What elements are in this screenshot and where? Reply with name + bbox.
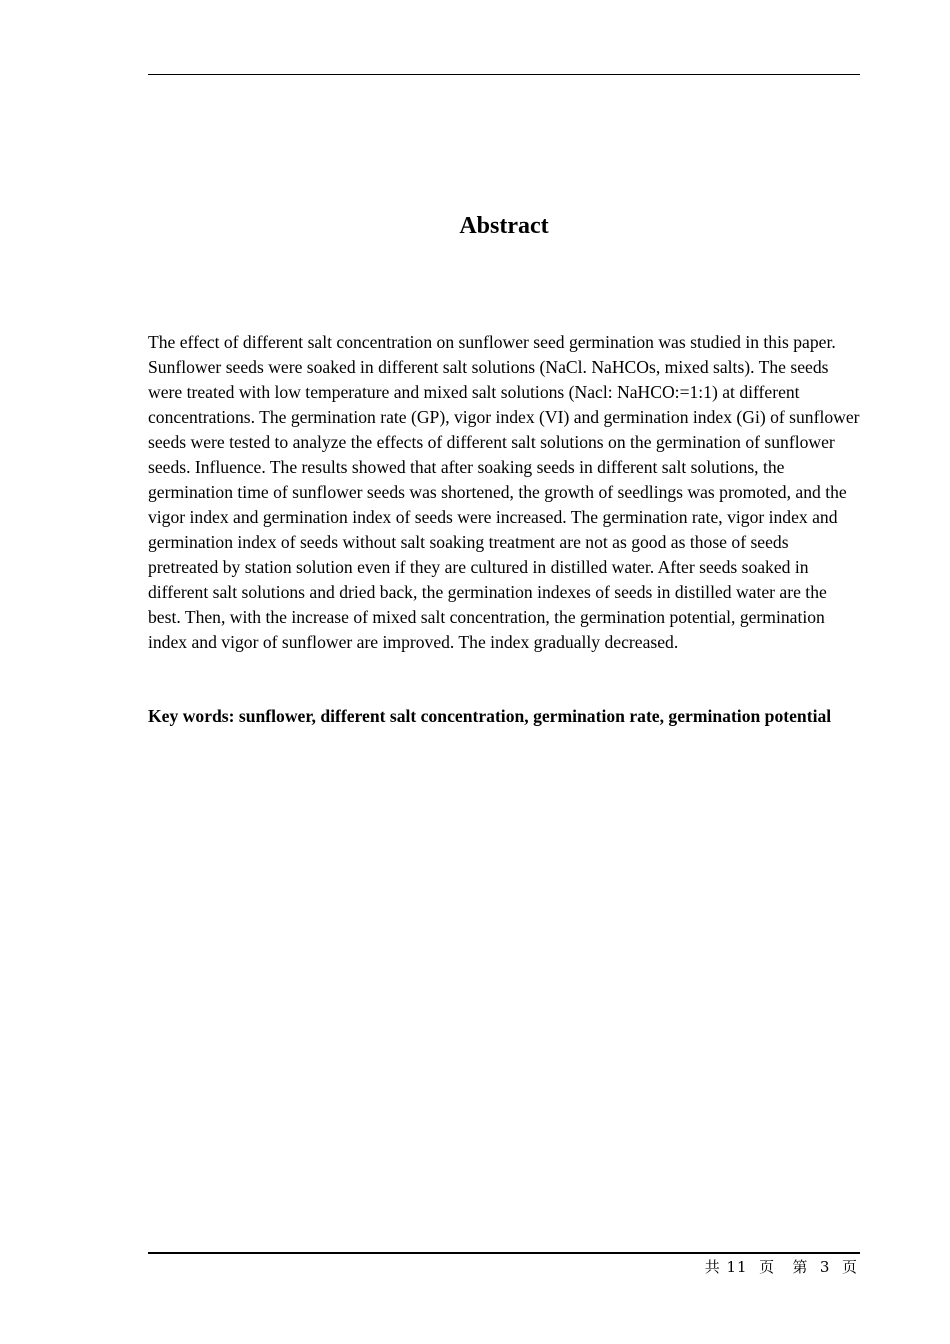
header-rule [148, 74, 860, 75]
abstract-title: Abstract [459, 213, 549, 239]
keywords: Key words: sunflower, different salt concentration, germination rate, germination potential [148, 706, 832, 726]
page-number: 共 11 页 第 3 页 [704, 1258, 858, 1276]
footer-rule [148, 1252, 860, 1254]
abstract-body: The effect of different salt concentration on sunflower seed germination was studied in this paper. Sunflower seeds were soaked in different salt solutions (NaCl. NaHCOs, mixed salts). The seeds were treated with low temperature and mixed salt solutions (Nacl: NaHCO:=1:1) at different concentrations. The germination rate (GP), vigor index (VI) and germination index (Gi) of sunflower seeds were tested to analyze the effects of different salt solutions on the germination of sunflower seeds. Influence. The results showed that after soaking seeds in different salt solutions, the germination time of sunflower seeds was shortened, the growth of seedlings was promoted, and the vigor index and germination index of seeds were increased. The germination rate, vigor index and germination index of seeds without salt soaking treatment are not as good as those of seeds pretreated by station solution even if they are cultured in distilled water. After seeds soaked in different salt solutions and dried back, the germination indexes of seeds in distilled water are the best. Then, with the increase of mixed salt concentration, the germination potential, germination index and vigor of sunflower are improved. The index gradually decreased. [148, 332, 860, 652]
